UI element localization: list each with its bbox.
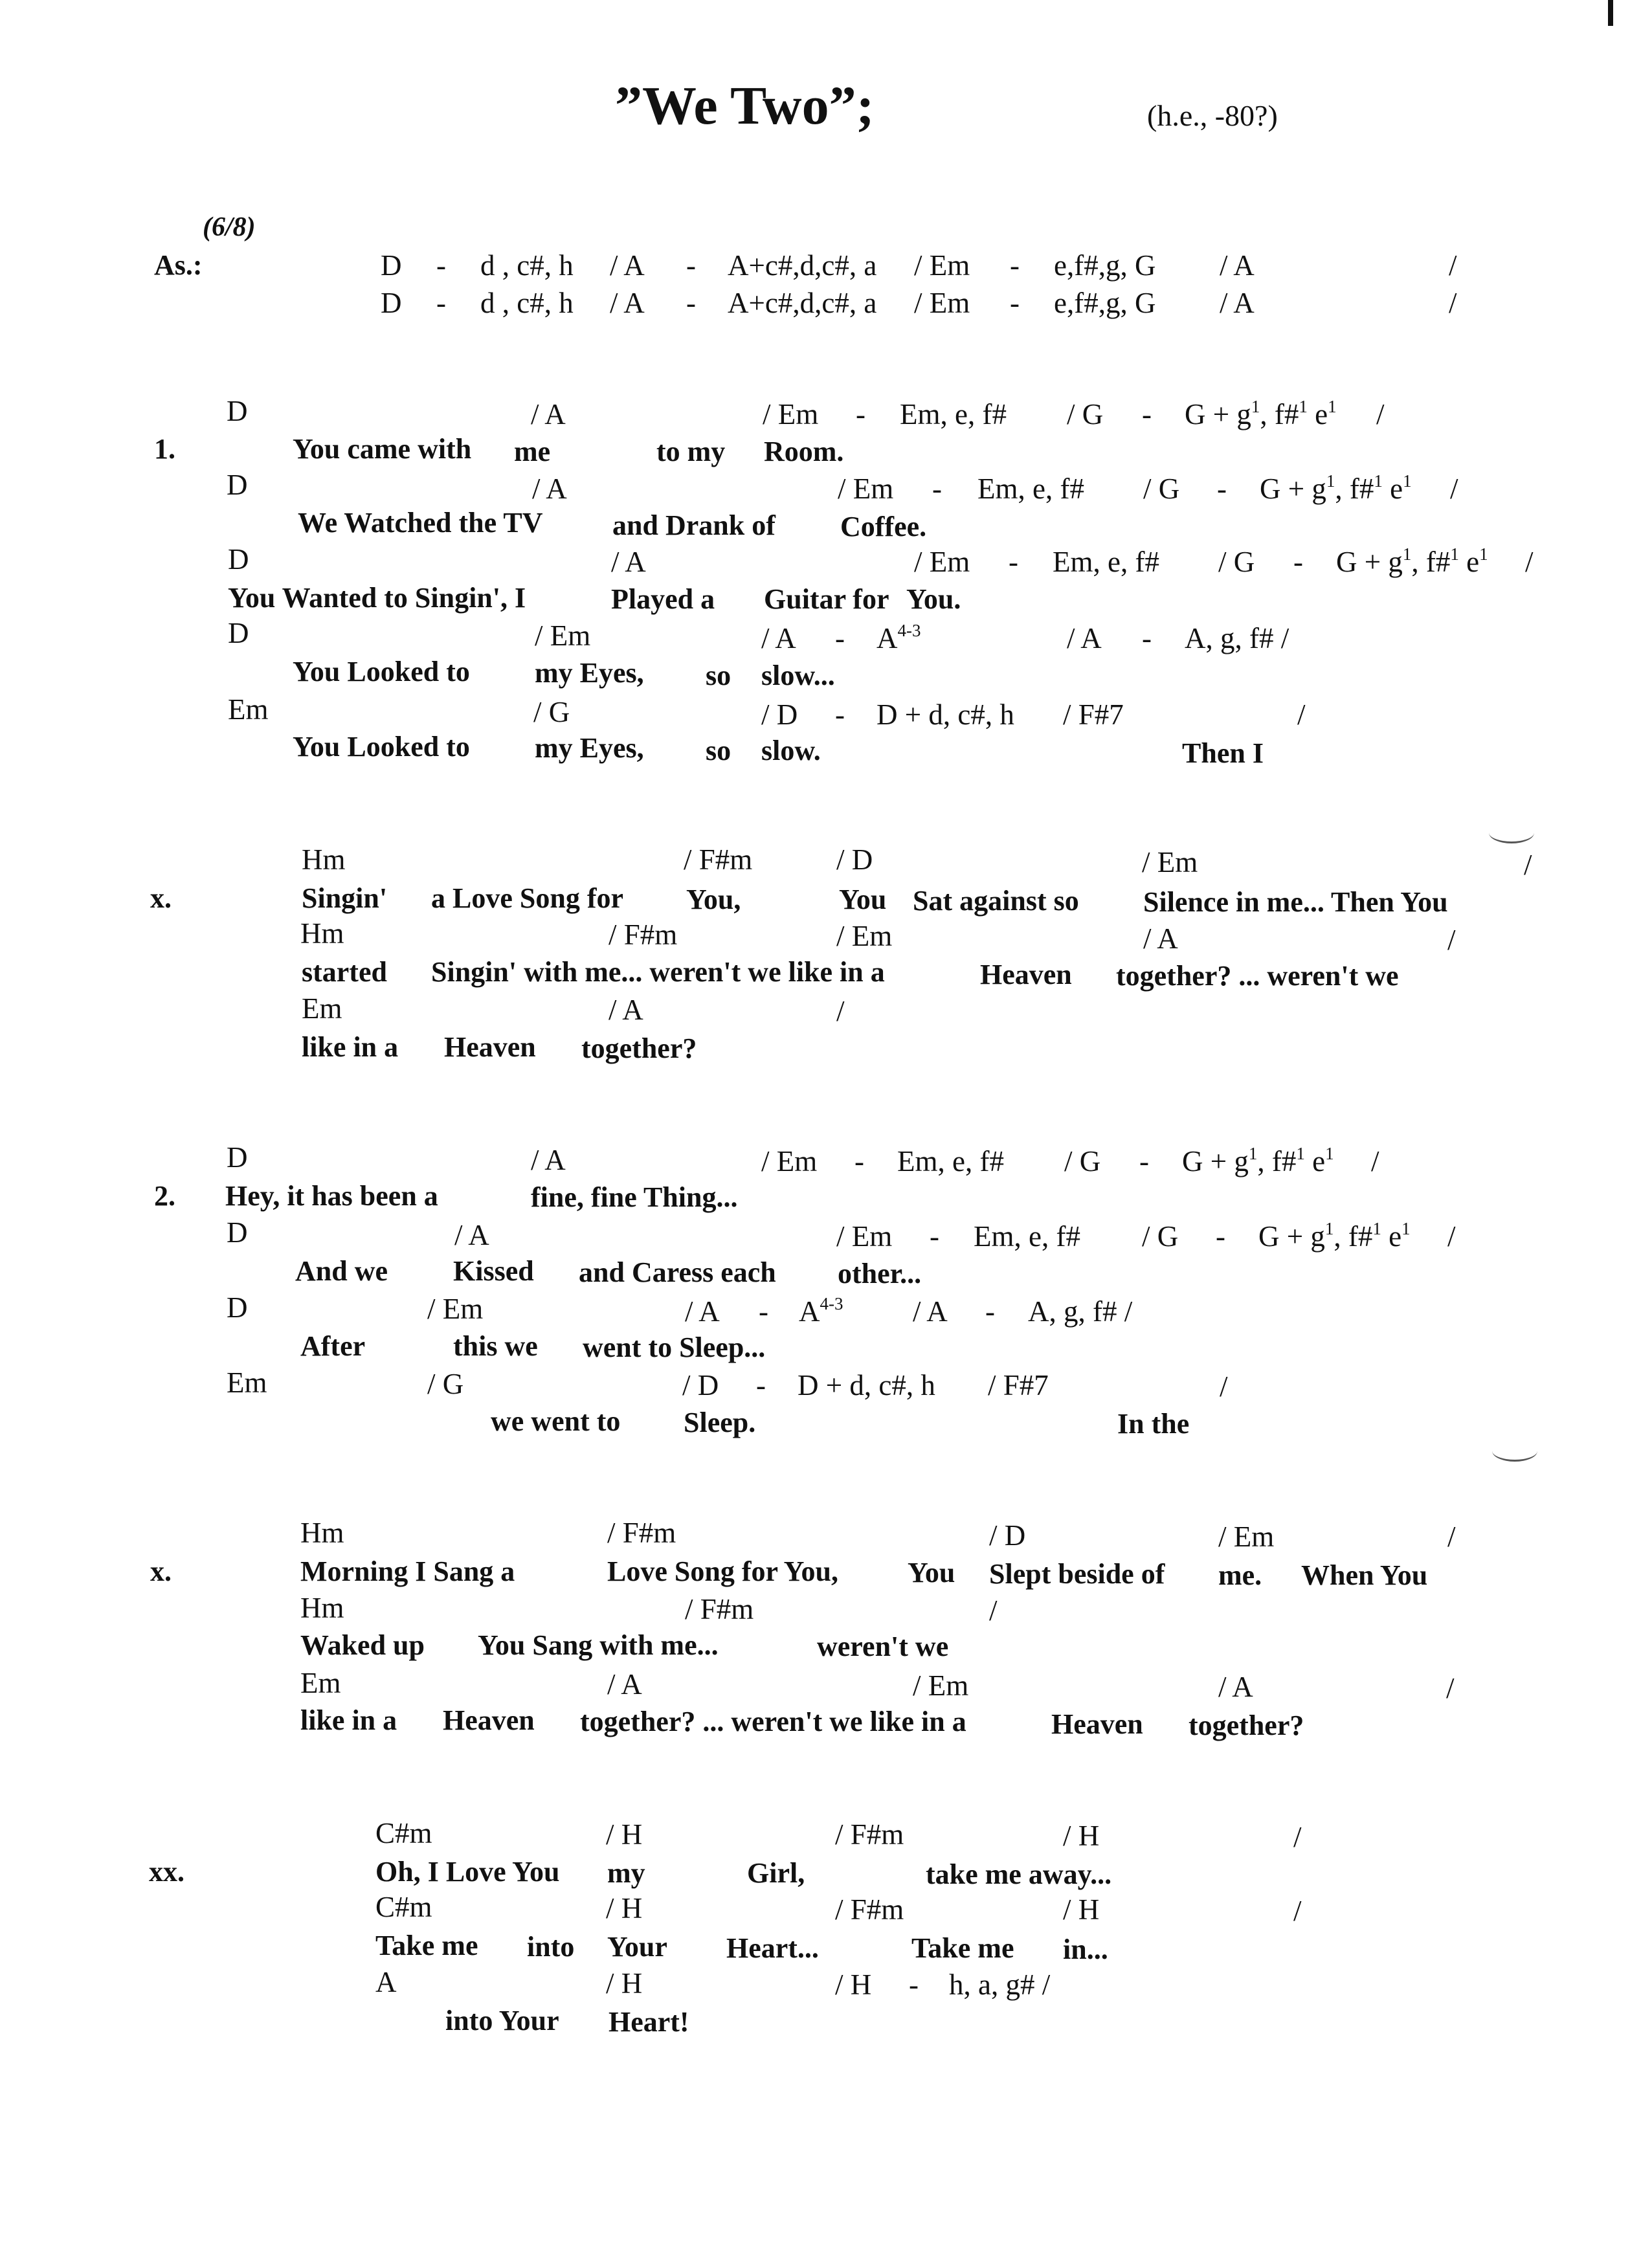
lyric: like in a [302,1031,399,1063]
chord: / H [606,1892,643,1924]
chord: / Em [1142,846,1198,878]
chorus-2-label: x. [150,1555,172,1587]
chord: / A [532,473,567,505]
dash: - [1142,398,1152,430]
chord: / Em [1218,1521,1275,1553]
chord: Em [300,1667,341,1699]
chord: / Em [836,1220,893,1253]
note-run: $G + g^1$, f#$^1$ $e^1$ [1258,1219,1411,1253]
lyric: together? [1189,1710,1304,1741]
intro-label: As.: [154,249,203,281]
chord: / A [531,398,566,430]
lyric: Singin' [302,882,388,914]
note-run: A+c#,d,c#, a [728,287,877,319]
lyric: together? [581,1032,697,1064]
lyric: Singin' with me... weren't we like in a [431,956,885,988]
chord: / Em [838,473,894,505]
lyric: me. [1218,1559,1262,1591]
chord: / A [1220,249,1255,282]
lyric: Room. [764,436,844,467]
chord: / Em [763,398,819,430]
chord: / A [608,994,643,1026]
chord: / H [1063,1820,1100,1852]
dash: - [436,287,446,319]
dash: - [1217,473,1227,505]
chord: / F#m [684,843,753,876]
chord: / A [1067,622,1102,654]
lyric: Take me [375,1930,478,1961]
chord: D [227,469,248,501]
chord: / F#m [608,919,678,951]
chord: / A [454,1219,489,1251]
chord: D [227,395,248,427]
dash: - [1142,622,1152,654]
lyric: Silence in me... Then You [1143,886,1448,918]
lyric: other... [838,1258,922,1289]
lyric: like in a [300,1704,397,1736]
dash: - [835,698,845,731]
chord: $A^{4-3}$ [876,621,921,654]
lyric: and Drank of [612,509,776,541]
lyric: into Your [445,2005,559,2036]
chord: / Em [914,546,970,578]
chord: Hm [300,1592,344,1624]
bar-line: / [1293,1895,1302,1927]
lyric: my Eyes, [535,732,644,764]
note-run: Em, e, f# [1053,546,1159,578]
lyric: and Caress each [579,1256,776,1288]
note-run: Em, e, f# [900,398,1007,430]
lyric: You came with [293,433,472,465]
verse-2-label: 2. [154,1180,175,1212]
chord: / A [610,287,645,319]
chord: D [227,1291,248,1324]
chord: Hm [300,917,344,950]
lyric: together? ... weren't we like in a [580,1706,966,1737]
lyric: Kissed [453,1255,534,1287]
lyric: Slept beside of [989,1558,1165,1590]
lyric: Heaven [443,1704,535,1736]
chord: / F#7 [1063,698,1124,731]
chord: / Em [427,1293,484,1325]
note-run: $G + g^1$, f#$^1$ $e^1$ [1336,544,1488,578]
lyric: Sat against so [913,885,1079,917]
lyric: You [908,1557,955,1589]
chord: / F#m [685,1593,754,1625]
bar-line: / [1371,1145,1379,1177]
bar-line: / [1449,249,1457,282]
chord: / A [611,546,646,578]
lyric: Sleep. [684,1407,756,1438]
chord: / D [836,843,873,876]
lyric: You Looked to [293,656,470,687]
chord: / A [913,1295,948,1328]
lyric: You Wanted to Singin', I [228,582,526,614]
bar-line: / [836,995,845,1027]
bar-line: / [1297,698,1306,731]
note-run: A, g, f# / [1028,1295,1133,1328]
lyric: We Watched the TV [298,507,543,539]
chord: / Em [836,920,893,952]
lyric: Guitar for [764,583,889,615]
chord: Em [302,992,342,1025]
bar-line: / [1525,546,1534,578]
chord: / A [685,1295,720,1328]
bar-line: / [1447,924,1456,956]
lyric: Oh, I Love You [375,1856,560,1888]
chord: / G [1067,398,1104,430]
bar-line: / [1450,473,1458,505]
lyric: to my [656,436,726,467]
chord: / G [533,696,570,728]
note-run: $G + g^1$, f#$^1$ $e^1$ [1185,397,1337,430]
lyric: You Looked to [293,731,470,763]
chord: / D [989,1519,1026,1552]
lyric: went to Sleep... [583,1332,766,1363]
note-run: d , c#, h [480,287,574,319]
lyric: Morning I Sang a [300,1555,515,1587]
chord: C#m [375,1891,432,1923]
chord: / H [835,1968,872,2001]
chord: A [375,1966,397,1998]
bar-line: / [1524,849,1532,881]
bar-line: / [1293,1821,1302,1853]
dash: - [686,249,696,282]
lyric: After [300,1330,366,1362]
scan-mark [1489,822,1534,843]
chord: D [381,287,402,319]
dash: - [930,1220,939,1253]
lyric: fine, fine Thing... [531,1181,738,1213]
lyric: Your [607,1931,667,1963]
chord: / G [427,1368,464,1400]
chord: / G [1218,546,1255,578]
lyric: in... [1063,1934,1108,1965]
dash: - [856,398,865,430]
note-run: $G + g^1$, f#$^1$ $e^1$ [1260,471,1412,505]
chord: / Em [761,1145,818,1177]
lyric: into [527,1931,575,1963]
chord: / A [607,1668,642,1700]
chord: / H [1063,1893,1100,1926]
dash: - [854,1145,864,1177]
chorus-1-label: x. [150,882,172,914]
song-subtitle: (h.e., -80?) [1147,99,1278,132]
lyric: weren't we [817,1631,949,1662]
chord: / Em [913,1669,969,1702]
note-run: d , c#, h [480,249,574,282]
chord: Hm [302,843,346,876]
chord: / Em [914,287,970,319]
chord: / H [606,1967,643,2000]
note-run: Em, e, f# [977,473,1084,505]
chord: / A [1218,1671,1253,1703]
chord: / F#m [607,1517,676,1549]
note-run: e,f#,g, G [1054,249,1156,282]
dash: - [436,249,446,282]
lyric: so [706,735,731,766]
scan-edge-mark [1608,0,1652,26]
dash: - [985,1295,995,1328]
chord: C#m [375,1817,432,1849]
chord: / Em [914,249,970,282]
lyric: You, [686,884,741,915]
note-run: D + d, c#, h [876,698,1014,731]
lyric: started [302,956,387,988]
lyric: Heaven [980,959,1072,990]
lyric: Then I [1182,737,1264,769]
lyric: You [839,884,887,915]
lyric: me [514,436,551,467]
dash: - [756,1369,766,1401]
lyric: my [607,1857,645,1889]
lyric: Heaven [444,1031,536,1063]
chord: D [227,1216,248,1249]
chord: D [228,543,249,575]
dash: - [1216,1220,1225,1253]
note-run: Em, e, f# [974,1220,1080,1253]
lyric: slow. [761,735,821,766]
scan-mark [1492,1440,1537,1462]
lyric: Played a [611,583,715,615]
bar-line: / [1446,1672,1455,1704]
chord: / G [1143,473,1180,505]
lyric: we went to [491,1405,621,1437]
dash: - [835,622,845,654]
chord: D [227,1141,248,1174]
chord: D [381,249,402,282]
dash: - [686,287,696,319]
dash: - [1139,1145,1149,1177]
lyric: Hey, it has been a [225,1180,438,1212]
note-run: D + d, c#, h [798,1369,935,1401]
chord: / A [761,622,796,654]
note-run: $G + g^1$, f#$^1$ $e^1$ [1182,1144,1334,1177]
lyric: Girl, [747,1857,805,1889]
chord: / F#m [835,1893,904,1926]
time-signature: (6/8) [203,212,256,242]
chord: / A [1220,287,1255,319]
lyric: Coffee. [840,511,927,542]
chord: / A [531,1144,566,1176]
chord: / F#m [835,1818,904,1851]
chord: / D [682,1369,719,1401]
note-run: Em, e, f# [897,1145,1004,1177]
bar-line: / [1220,1370,1228,1403]
bridge-label: xx. [149,1856,184,1888]
chord: / G [1064,1145,1101,1177]
lyric: You Sang with me... [478,1629,719,1661]
lyric: a Love Song for [431,882,623,914]
verse-1-label: 1. [154,433,175,465]
chord: / G [1142,1220,1179,1253]
chord: / F#7 [988,1369,1049,1401]
chord: $A^{4-3}$ [799,1294,843,1328]
lyric: In the [1117,1408,1190,1440]
note-run: A+c#,d,c#, a [728,249,877,282]
lyric: take me away... [926,1858,1112,1890]
note-run: e,f#,g, G [1054,287,1156,319]
dash: - [909,1968,919,2001]
chord: / Em [535,619,591,652]
dash: - [1293,546,1303,578]
bar-line: / [1447,1220,1456,1253]
bar-line: / [1376,398,1385,430]
chord: / D [761,698,798,731]
song-title: ”We Two”; [615,76,875,136]
dash: - [1009,546,1018,578]
lyric: Waked up [300,1629,425,1661]
note-run: A, g, f# / [1185,622,1289,654]
lyric: so [706,660,731,691]
bar-line: / [989,1594,998,1627]
lyric: this we [453,1330,538,1362]
lyric: together? ... weren't we [1116,960,1399,992]
chord: / A [1143,922,1178,955]
lyric: Heart... [726,1932,819,1964]
bar-line: / [1449,287,1457,319]
lyric: When You [1301,1559,1428,1591]
lyric: You. [906,583,961,615]
lyric: Heaven [1051,1708,1143,1740]
lyric: Take me [911,1932,1014,1964]
bar-line: / [1447,1521,1456,1553]
lyric: Love Song for You, [607,1555,838,1587]
dash: - [759,1295,768,1328]
chord: Hm [300,1517,344,1549]
dash: - [1010,249,1020,282]
chord: / H [606,1818,643,1851]
dash: - [932,473,942,505]
lyric: my Eyes, [535,657,644,689]
chord: Em [227,1366,267,1399]
dash: - [1010,287,1020,319]
lyric: And we [295,1255,388,1287]
note-run: h, a, g# / [949,1968,1051,2001]
chord: / A [610,249,645,282]
lyric: slow... [761,660,835,691]
chord: Em [228,693,269,726]
lyric: Heart! [608,2006,689,2038]
chord: D [228,617,249,649]
